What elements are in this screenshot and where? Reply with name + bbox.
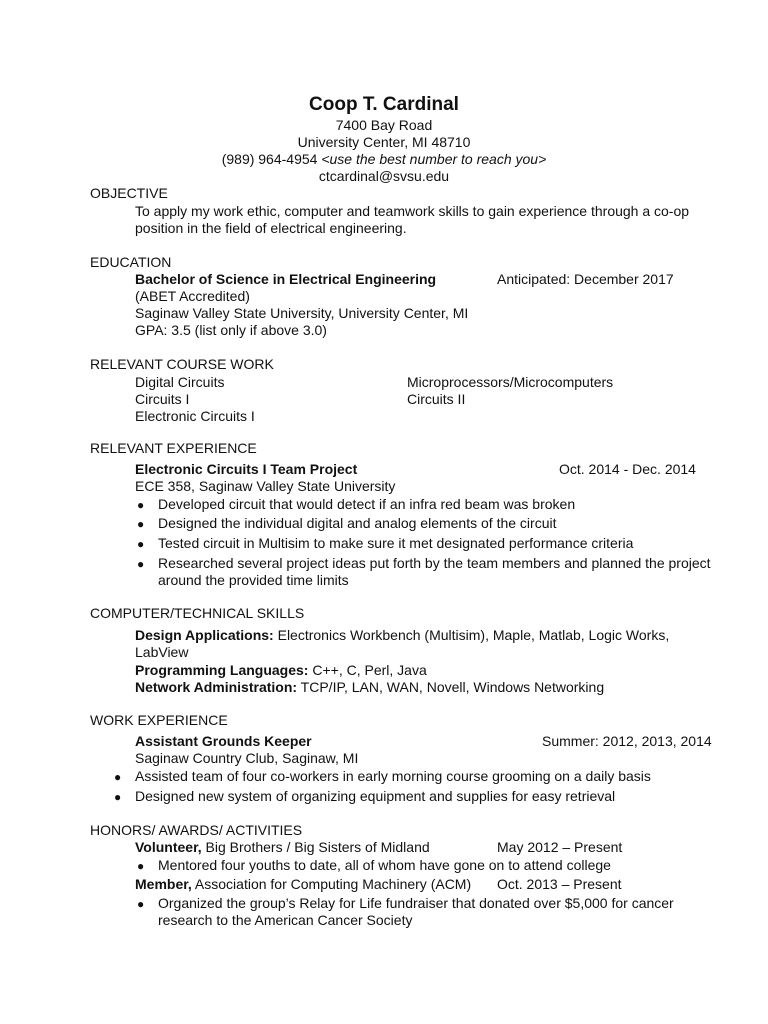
experience-bullet: Researched several project ideas put forth by the team members and planned the project — [158, 555, 711, 571]
school-name: Saginaw Valley State University, University Center, MI — [135, 305, 469, 321]
programming-value: C++, C, Perl, Java — [308, 662, 427, 678]
honor-bullet: Organized the group’s Relay for Life fundraiser that donated over $5,000 for cancer — [158, 895, 674, 911]
honors-heading: HONORS/ AWARDS/ ACTIVITIES — [90, 822, 303, 838]
design-label: Design Applications: — [135, 627, 274, 643]
honor-organization: Association for Computing Machinery (ACM) — [191, 876, 472, 892]
experience-bullet: Tested circuit in Multisim to make sure it met designated performance criteria — [158, 535, 634, 551]
project-title: Electronic Circuits I Team Project — [135, 461, 358, 477]
objective-line-2: position in the field of electrical engineering. — [135, 220, 407, 236]
phone-line — [0, 151, 768, 168]
email-address: ctcardinal@svsu.edu — [318, 168, 450, 184]
objective-line-1: To apply my work ethic, computer and teamwork skills to gain experience through a co-op — [135, 203, 690, 219]
honor-organization: Big Brothers / Big Sisters of Midland — [201, 839, 430, 855]
course-item: Digital Circuits — [135, 374, 225, 390]
project-date: Oct. 2014 - Dec. 2014 — [559, 461, 696, 477]
honor-role: Volunteer, — [135, 839, 202, 855]
applicant-name: Coop T. Cardinal — [309, 94, 459, 115]
programming-languages — [135, 662, 427, 679]
bullet-icon: ● — [137, 897, 145, 911]
bullet-icon: ● — [137, 537, 145, 551]
degree-date: Anticipated: December 2017 — [497, 271, 674, 287]
bullet-icon: ● — [114, 790, 122, 804]
experience-bullet: Designed the individual digital and analog elements of the circuit — [158, 515, 557, 531]
phone-note: <use the best number to reach you> — [321, 151, 547, 167]
honor-item — [135, 876, 471, 893]
job-place: Saginaw Country Club, Saginaw, MI — [135, 750, 359, 766]
course-item: Circuits I — [135, 391, 190, 407]
bullet-icon: ● — [137, 859, 145, 873]
education-heading: EDUCATION — [90, 254, 172, 270]
bullet-icon: ● — [137, 498, 145, 512]
experience-bullet: Developed circuit that would detect if an infra red beam was broken — [158, 496, 576, 512]
course-item: Electronic Circuits I — [135, 408, 255, 424]
honor-item — [135, 839, 430, 856]
bullet-icon: ● — [137, 557, 145, 571]
network-label: Network Administration: — [135, 679, 298, 695]
experience-heading: RELEVANT EXPERIENCE — [90, 440, 257, 456]
network-administration — [135, 679, 604, 696]
job-title: Assistant Grounds Keeper — [135, 733, 312, 749]
design-applications — [135, 627, 669, 644]
honor-date: Oct. 2013 – Present — [497, 876, 622, 892]
project-course: ECE 358, Saginaw Valley State University — [135, 478, 396, 494]
degree-accreditation: (ABET Accredited) — [135, 288, 250, 304]
bullet-icon: ● — [114, 770, 122, 784]
experience-bullet-continued: around the provided time limits — [158, 572, 349, 588]
course-item: Microprocessors/Microcomputers — [407, 374, 614, 390]
bullet-icon: ● — [137, 517, 145, 531]
design-value-continued: LabView — [135, 644, 189, 660]
network-value: TCP/IP, LAN, WAN, Novell, Windows Networking — [297, 679, 605, 695]
design-value: Electronics Workbench (Multisim), Maple, Matlab, Logic Works, — [273, 627, 670, 643]
course-item: Circuits II — [407, 391, 466, 407]
honor-bullet-continued: research to the American Cancer Society — [158, 912, 413, 928]
work-bullet: Assisted team of four co-workers in early morning course grooming on a daily basis — [135, 768, 651, 784]
work-heading: WORK EXPERIENCE — [90, 712, 228, 728]
programming-label: Programming Languages: — [135, 662, 309, 678]
honor-date: May 2012 – Present — [497, 839, 623, 855]
honor-bullet: Mentored four youths to date, all of whom have gone on to attend college — [158, 857, 611, 873]
address-street: 7400 Bay Road — [335, 117, 433, 133]
work-bullet: Designed new system of organizing equipment and supplies for easy retrieval — [135, 788, 616, 804]
job-date: Summer: 2012, 2013, 2014 — [542, 733, 712, 749]
skills-heading: COMPUTER/TECHNICAL SKILLS — [90, 605, 305, 621]
degree-title: Bachelor of Science in Electrical Engineering — [135, 271, 437, 287]
gpa: GPA: 3.5 (list only if above 3.0) — [135, 322, 327, 338]
phone-number: (989) 964-4954 — [221, 151, 322, 167]
coursework-heading: RELEVANT COURSE WORK — [90, 356, 274, 372]
objective-heading: OBJECTIVE — [90, 185, 168, 201]
address-city: University Center, MI 48710 — [297, 134, 471, 150]
honor-role: Member, — [135, 876, 192, 892]
